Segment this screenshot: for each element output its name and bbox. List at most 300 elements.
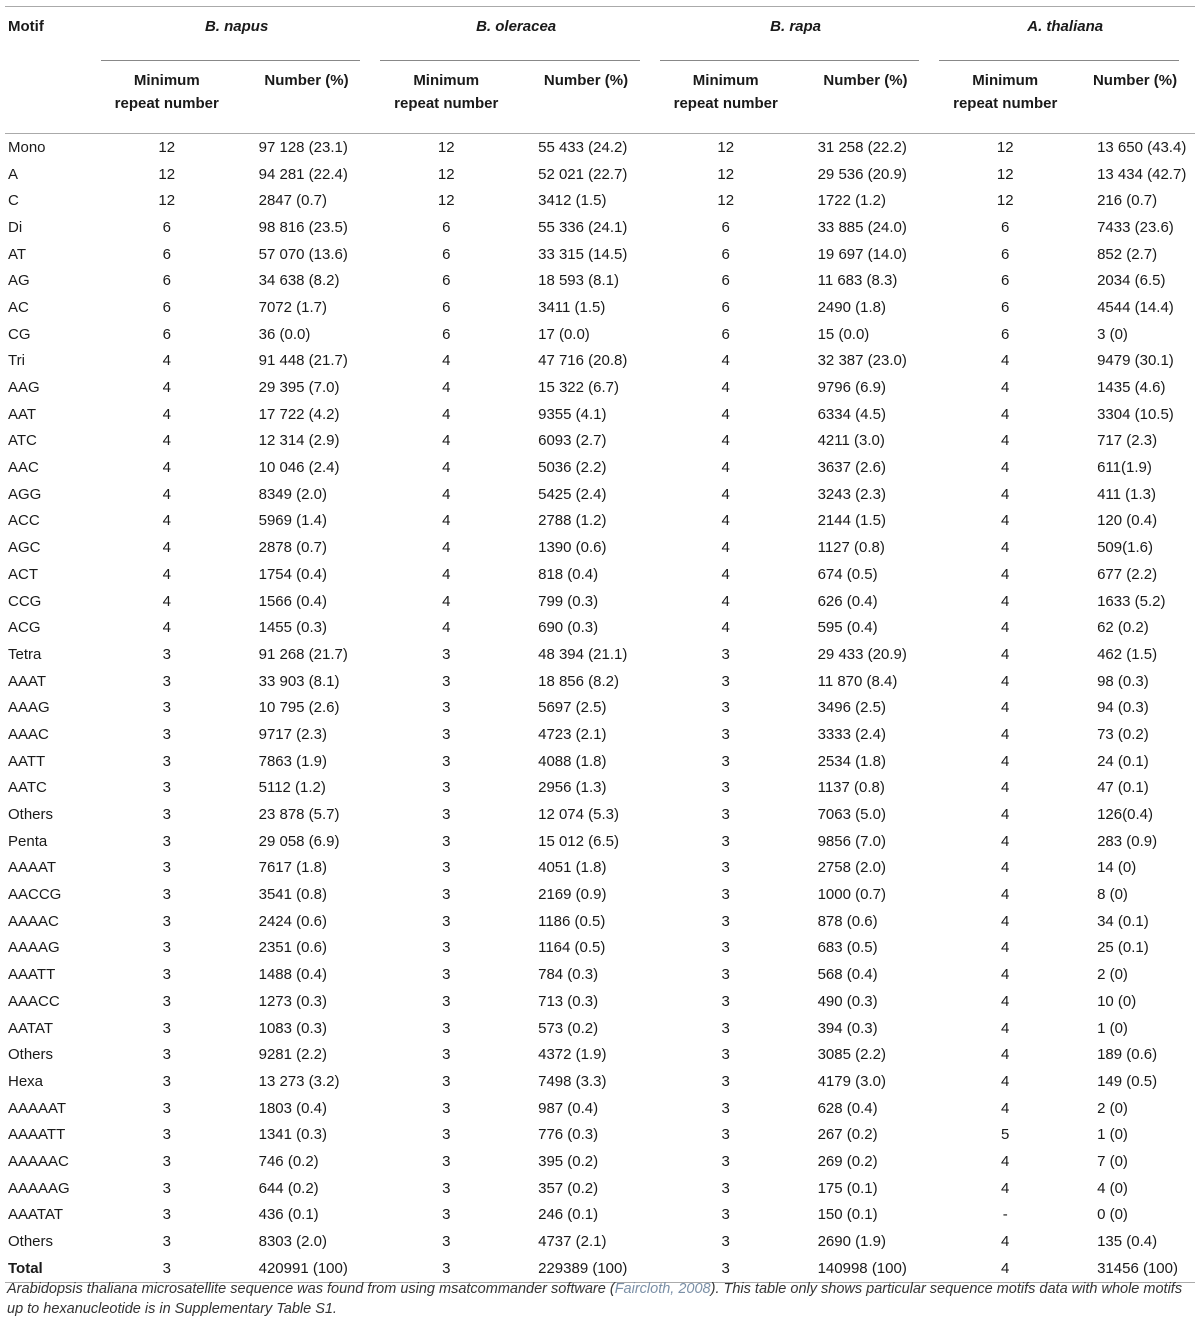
number-cell: 5036 (2.2) [538,459,607,477]
min-repeat-cell: 4 [721,619,730,637]
min-repeat-cell: 3 [721,645,730,663]
number-cell: 595 (0.4) [817,619,878,637]
min-repeat-cell: 3 [721,699,730,717]
number-cell: 4051 (1.8) [538,859,607,877]
min-repeat-cell: 12 [158,165,176,183]
min-repeat-cell: 3 [721,886,730,904]
number-cell: 0 (0) [1097,1206,1128,1224]
min-repeat-cell: 3 [721,992,730,1010]
number-cell: 1722 (1.2) [817,192,886,210]
number-cell: 98 (0.3) [1097,672,1149,690]
number-cell: 4544 (14.4) [1097,298,1174,316]
number-cell: 1083 (0.3) [258,1019,328,1037]
motif-cell: A [8,165,19,183]
table-row [5,988,1195,1015]
number-cell: 9796 (6.9) [817,379,886,397]
number-cell: 14 (0) [1097,859,1137,877]
motif-cell: AAAAG [8,939,60,957]
number-cell: 436 (0.1) [258,1206,319,1224]
number-cell: 4 (0) [1097,1179,1128,1197]
number-cell: 683 (0.5) [817,939,878,957]
number-percent-header: Number (%) [1092,72,1178,89]
number-cell: 395 (0.2) [538,1152,599,1170]
min-repeat-cell: 3 [442,752,451,770]
number-cell: 1488 (0.4) [258,966,328,984]
min-repeat-cell: 4 [162,592,171,610]
min-repeat-cell: 3 [162,645,171,663]
min-repeat-cell: 4 [1001,565,1010,583]
number-cell: 462 (1.5) [1097,645,1158,663]
number-cell: 8 (0) [1097,886,1128,904]
min-repeat-cell: 6 [1001,325,1010,343]
number-cell: 626 (0.4) [817,592,878,610]
number-cell: 120 (0.4) [1097,512,1158,530]
min-repeat-cell: 3 [442,992,451,1010]
min-repeat-cell: 12 [996,165,1014,183]
number-cell: 7498 (3.3) [538,1072,607,1090]
number-cell: 784 (0.3) [538,966,599,984]
number-cell: 55 336 (24.1) [538,218,628,236]
table-row [5,1015,1195,1042]
table-row [5,1175,1195,1202]
min-repeat-cell: 6 [1001,298,1010,316]
min-repeat-cell: 6 [721,298,730,316]
min-repeat-cell: 3 [442,806,451,824]
min-repeat-cell: 4 [1001,752,1010,770]
motif-cell: AAACC [8,992,60,1010]
min-repeat-cell: 4 [1001,379,1010,397]
min-repeat-cell: 4 [721,352,730,370]
min-repeat-cell: 3 [721,939,730,957]
motif-cell: Tri [8,352,25,370]
number-cell: 97 128 (23.1) [258,138,348,156]
number-cell: 135 (0.4) [1097,1233,1158,1251]
min-repeat-cell: 3 [442,1072,451,1090]
number-cell: 3 (0) [1097,325,1128,343]
min-repeat-cell: 4 [1001,1233,1010,1251]
min-repeat-cell: 12 [158,138,176,156]
number-cell: 94 281 (22.4) [258,165,348,183]
min-repeat-cell: 4 [721,512,730,530]
min-repeat-cell: 3 [162,672,171,690]
min-repeat-cell: 4 [442,565,451,583]
min-repeat-cell: 4 [162,485,171,503]
motif-cell: C [8,192,19,210]
table-row [5,961,1195,988]
number-cell: 2534 (1.8) [817,752,886,770]
number-cell: 8303 (2.0) [258,1233,328,1251]
table-row [5,267,1195,294]
min-repeat-cell: 6 [162,218,171,236]
number-cell: 2 (0) [1097,1099,1128,1117]
min-repeat-cell: 3 [442,1179,451,1197]
min-repeat-cell: 3 [721,912,730,930]
microsatellite-motif-table [5,6,1195,1283]
number-cell: 23 878 (5.7) [258,806,340,824]
min-repeat-cell: 3 [721,1046,730,1064]
min-repeat-cell: 3 [162,1152,171,1170]
min-repeat-cell: 3 [721,1206,730,1224]
min-repeat-cell: 6 [1001,218,1010,236]
table-row [5,428,1195,455]
min-repeat-cell: 4 [1001,1072,1010,1090]
motif-cell: AAAT [8,672,47,690]
number-cell: 5425 (2.4) [538,485,607,503]
min-repeat-cell: 3 [721,725,730,743]
number-cell: 2490 (1.8) [817,298,886,316]
motif-cell: AATC [8,779,47,797]
number-cell: 2144 (1.5) [817,512,886,530]
number-cell: 1164 (0.5) [538,939,606,957]
motif-cell: AACCG [8,886,62,904]
number-cell: 7063 (5.0) [817,806,886,824]
table-row [5,214,1195,241]
motif-cell: AG [8,272,30,290]
min-repeat-cell: 3 [442,1152,451,1170]
min-repeat-cell: 4 [442,432,451,450]
number-cell: 62 (0.2) [1097,619,1149,637]
motif-cell: AT [8,245,27,263]
table-row [5,454,1195,481]
number-cell: 189 (0.6) [1097,1046,1158,1064]
species-header-b-oleracea: B. oleracea [376,7,655,62]
min-repeat-cell: 3 [162,699,171,717]
number-cell: 17 (0.0) [538,325,590,343]
min-repeat-cell: 4 [442,405,451,423]
number-cell: 628 (0.4) [817,1099,878,1117]
number-cell: 1566 (0.4) [258,592,328,610]
number-cell: 644 (0.2) [258,1179,319,1197]
motif-cell: AAAAAG [8,1179,70,1197]
table-row [5,775,1195,802]
motif-cell: AAAAAT [8,1099,67,1117]
min-repeat-cell: 12 [996,138,1014,156]
citation-link[interactable]: Faircloth, 2008 [614,1281,711,1297]
motif-cell: Total [8,1259,43,1277]
number-cell: 149 (0.5) [1097,1072,1158,1090]
number-cell: 852 (2.7) [1097,245,1158,263]
motif-cell: CG [8,325,31,343]
min-repeat-cell: 3 [162,1019,171,1037]
min-repeat-cell: 4 [1001,1099,1010,1117]
min-repeat-cell: 4 [721,539,730,557]
min-repeat-cell: 3 [442,725,451,743]
number-cell: 3411 (1.5) [538,298,606,316]
table-row [5,801,1195,828]
number-cell: 10 (0) [1097,992,1137,1010]
number-percent-header: Number (%) [543,72,629,89]
number-cell: 357 (0.2) [538,1179,599,1197]
number-cell: 11 870 (8.4) [817,672,898,690]
motif-cell: AAAC [8,725,49,743]
min-repeat-cell: 3 [442,1019,451,1037]
number-cell: 1186 (0.5) [538,912,606,930]
number-cell: 98 816 (23.5) [258,218,348,236]
min-repeat-cell: 3 [721,1152,730,1170]
number-cell: 4372 (1.9) [538,1046,607,1064]
min-repeat-cell: 4 [1001,512,1010,530]
number-cell: 1633 (5.2) [1097,592,1166,610]
min-repeat-cell: 3 [721,859,730,877]
min-repeat-cell: 3 [162,912,171,930]
number-cell: 13 434 (42.7) [1097,165,1187,183]
number-cell: 29 433 (20.9) [817,645,907,663]
number-cell: 17 722 (4.2) [258,405,340,423]
min-repeat-cell: 3 [162,1072,171,1090]
number-cell: 283 (0.9) [1097,832,1158,850]
min-repeat-cell: 4 [1001,619,1010,637]
min-repeat-cell: 4 [1001,912,1010,930]
min-repeat-cell: 4 [1001,1019,1010,1037]
number-cell: 1273 (0.3) [258,992,328,1010]
header-row-species [5,7,1195,62]
min-repeat-cell: 4 [1001,779,1010,797]
motif-cell: ACT [8,565,38,583]
min-repeat-cell: 4 [1001,859,1010,877]
min-repeat-cell: 6 [721,245,730,263]
number-cell: 8349 (2.0) [258,485,328,503]
table-row [5,1095,1195,1122]
number-cell: 677 (2.2) [1097,565,1158,583]
min-repeat-cell: 6 [442,325,451,343]
motif-cell: AAAAC [8,912,59,930]
number-cell: 3412 (1.5) [538,192,607,210]
min-repeat-cell: 4 [162,619,171,637]
number-cell: 4179 (3.0) [817,1072,886,1090]
min-repeat-cell: 3 [721,1099,730,1117]
table-row [5,161,1195,188]
number-cell: 33 903 (8.1) [258,672,340,690]
min-repeat-cell: 4 [442,592,451,610]
number-cell: 2758 (2.0) [817,859,886,877]
min-repeat-cell: 4 [721,485,730,503]
min-repeat-header: Minimum repeat number [114,72,219,112]
species-header-a-thaliana: A. thaliana [935,7,1195,62]
min-repeat-cell: 3 [162,1099,171,1117]
number-cell: 1754 (0.4) [258,565,328,583]
table-row [5,508,1195,535]
min-repeat-cell: 4 [1001,699,1010,717]
number-cell: 799 (0.3) [538,592,599,610]
table-row [5,855,1195,882]
table-row [5,1068,1195,1095]
table-row [5,374,1195,401]
min-repeat-cell: 4 [1001,432,1010,450]
min-repeat-cell: 3 [442,645,451,663]
number-cell: 32 387 (23.0) [817,352,907,370]
number-cell: 269 (0.2) [817,1152,878,1170]
number-cell: 611(1.9) [1097,459,1152,477]
table-row [5,1148,1195,1175]
number-cell: 2169 (0.9) [538,886,607,904]
min-repeat-cell: 4 [1001,725,1010,743]
table-row [5,641,1195,668]
number-cell: 7617 (1.8) [258,859,328,877]
number-cell: 1390 (0.6) [538,539,607,557]
number-cell: 31 258 (22.2) [817,138,907,156]
number-cell: 175 (0.1) [817,1179,878,1197]
min-repeat-cell: 12 [717,138,735,156]
motif-cell: Others [8,1046,54,1064]
motif-column-header: Motif [8,18,44,35]
number-cell: 5697 (2.5) [538,699,607,717]
number-cell: 411 (1.3) [1097,485,1157,503]
min-repeat-cell: 4 [1001,806,1010,824]
number-cell: 1 (0) [1097,1126,1128,1144]
number-cell: 776 (0.3) [538,1126,599,1144]
min-repeat-cell: 4 [442,352,451,370]
species-header-b-napus: B. napus [97,7,376,62]
min-repeat-cell: 3 [162,725,171,743]
min-repeat-cell: 3 [442,1206,451,1224]
min-repeat-cell: 4 [721,405,730,423]
min-repeat-cell: 6 [721,272,730,290]
number-cell: 29 536 (20.9) [817,165,907,183]
number-cell: 267 (0.2) [817,1126,878,1144]
motif-cell: Tetra [8,645,42,663]
number-cell: 9355 (4.1) [538,405,607,423]
min-repeat-header: Minimum repeat number [953,72,1058,112]
min-repeat-cell: 3 [442,672,451,690]
min-repeat-cell: 4 [442,459,451,477]
number-cell: 1137 (0.8) [817,779,885,797]
number-cell: 15 (0.0) [817,325,870,343]
number-cell: 394 (0.3) [817,1019,878,1037]
min-repeat-cell: 4 [162,512,171,530]
min-repeat-cell: 3 [442,1233,451,1251]
number-cell: 140998 (100) [817,1259,907,1277]
min-repeat-cell: 4 [162,352,171,370]
motif-cell: AATT [8,752,46,770]
min-repeat-cell: 3 [721,1019,730,1037]
min-repeat-cell: 6 [1001,272,1010,290]
min-repeat-cell: 3 [721,672,730,690]
min-repeat-cell: 3 [162,939,171,957]
number-cell: 29 395 (7.0) [258,379,340,397]
number-cell: 2847 (0.7) [258,192,328,210]
table-row [5,588,1195,615]
motif-cell: AAAATT [8,1126,66,1144]
min-repeat-cell: 4 [1001,1046,1010,1064]
number-cell: 47 716 (20.8) [538,352,628,370]
min-repeat-cell: 3 [721,966,730,984]
min-repeat-cell: 12 [717,165,735,183]
min-repeat-header: Minimum repeat number [394,72,499,112]
number-cell: 3541 (0.8) [258,886,328,904]
min-repeat-cell: 3 [162,966,171,984]
number-cell: 11 683 (8.3) [817,272,898,290]
min-repeat-cell: 3 [162,1179,171,1197]
number-cell: 717 (2.3) [1097,432,1158,450]
min-repeat-cell: 12 [717,192,735,210]
table-row [5,1121,1195,1148]
number-cell: 12 314 (2.9) [258,432,340,450]
table-body [5,134,1195,1283]
min-repeat-cell: 4 [162,565,171,583]
motif-cell: AAATAT [8,1206,64,1224]
number-cell: 1803 (0.4) [258,1099,328,1117]
table-row [5,481,1195,508]
number-cell: 34 (0.1) [1097,912,1149,930]
number-cell: 5112 (1.2) [258,779,326,797]
number-cell: 568 (0.4) [817,966,878,984]
motif-cell: Others [8,806,54,824]
table-row [5,561,1195,588]
table-row [5,401,1195,428]
min-repeat-cell: 3 [162,1259,171,1277]
table-footnote: Arabidopsis thaliana microsatellite sequence was found from using msatcommander software (Faircloth, 2008). This table only shows particular sequence motifs data with whole motifs up to hexanucleotide is in Supplementary Table S1. [7,1281,1183,1317]
motif-cell: AAG [8,379,40,397]
table-row [5,1202,1195,1229]
motif-cell: AAC [8,459,39,477]
min-repeat-cell: 4 [442,619,451,637]
min-repeat-cell: 3 [442,699,451,717]
min-repeat-cell: 12 [437,138,455,156]
number-cell: 15 012 (6.5) [538,832,619,850]
number-cell: 18 593 (8.1) [538,272,619,290]
min-repeat-cell: 12 [437,192,455,210]
motif-cell: AGG [8,485,42,503]
min-repeat-cell: 3 [721,806,730,824]
min-repeat-cell: 3 [442,886,451,904]
number-cell: 509(1.6) [1097,539,1153,557]
min-repeat-cell: 6 [1001,245,1010,263]
motif-cell: Hexa [8,1072,44,1090]
min-repeat-cell: 4 [1001,672,1010,690]
number-cell: 1 (0) [1097,1019,1128,1037]
number-cell: 13 650 (43.4) [1097,138,1187,156]
min-repeat-cell: 3 [442,859,451,877]
min-repeat-cell: 4 [721,565,730,583]
table-row [5,694,1195,721]
number-percent-header: Number (%) [264,72,349,89]
min-repeat-cell: 6 [442,218,451,236]
min-repeat-cell: 3 [162,859,171,877]
min-repeat-cell: 4 [1001,939,1010,957]
min-repeat-cell: 3 [721,779,730,797]
number-cell: 216 (0.7) [1097,192,1158,210]
motif-cell: Di [8,218,23,236]
number-cell: 126(0.4) [1097,806,1153,824]
number-cell: 29 058 (6.9) [258,832,340,850]
min-repeat-cell: 3 [162,806,171,824]
min-repeat-cell: 4 [1001,485,1010,503]
min-repeat-cell: 4 [1001,1179,1010,1197]
number-cell: 6334 (4.5) [817,405,886,423]
min-repeat-cell: 3 [442,912,451,930]
number-cell: 4211 (3.0) [817,432,885,450]
table-row [5,614,1195,641]
number-cell: 7 (0) [1097,1152,1128,1170]
number-cell: 9479 (30.1) [1097,352,1174,370]
motif-cell: Penta [8,832,48,850]
min-repeat-cell: 6 [442,272,451,290]
motif-cell: AAAAT [8,859,57,877]
min-repeat-cell: 3 [162,1233,171,1251]
min-repeat-cell: 12 [996,192,1014,210]
number-cell: 6093 (2.7) [538,432,607,450]
min-repeat-cell: 4 [162,405,171,423]
number-cell: 91 448 (21.7) [258,352,348,370]
number-cell: 91 268 (21.7) [258,645,348,663]
number-cell: 7863 (1.9) [258,752,328,770]
table-row [5,294,1195,321]
number-cell: 9856 (7.0) [817,832,886,850]
table-row [5,908,1195,935]
number-cell: 3085 (2.2) [817,1046,886,1064]
min-repeat-cell: 6 [162,325,171,343]
min-repeat-cell: 12 [437,165,455,183]
